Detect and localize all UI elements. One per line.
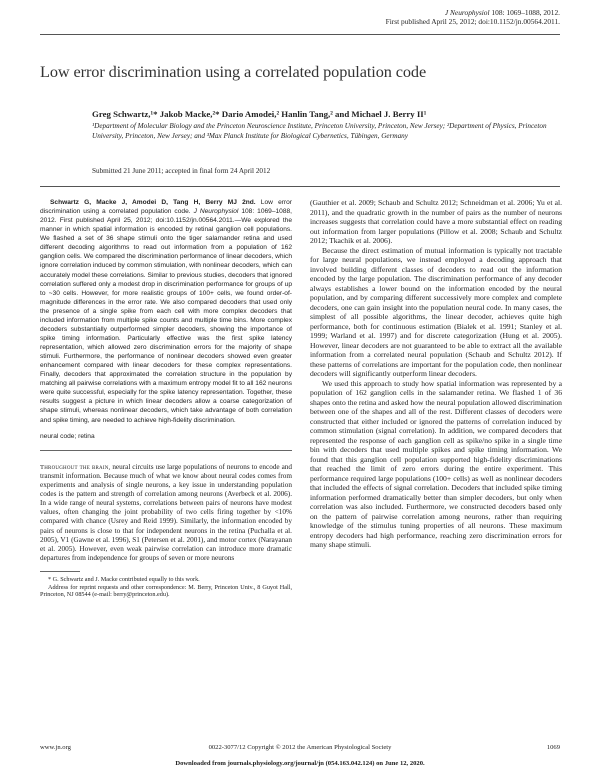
published-line: First published April 25, 2012; doi:10.1152/jn.00564.2011. [385, 17, 560, 26]
abstract [40, 198, 292, 425]
intro-paragraph-1 [40, 463, 292, 563]
abstract-title: Low error discrimination using a correlated population code. [40, 199, 292, 216]
title-block-rule [40, 186, 560, 187]
footnote-rule [40, 571, 80, 572]
intro-paragraph-1-continued: (Gauthier et al. 2009; Schaub and Schultz 2012; Schneidman et al. 2006; Yu et al. 2011), and the quadratic growth in the number of pairs as the number of neurons increases suggests that correlation could have a more substantial effect on reading out information from larger populations (Pillow et al. 2008; Schaub and Schultz 2012; Tkachik et al. 2006). [310, 198, 562, 245]
left-column [40, 198, 292, 599]
footer-site-link[interactable]: www.jn.org [40, 744, 71, 751]
citation: 108: 1069–1088, 2012. [491, 8, 560, 17]
right-column [310, 198, 562, 550]
footnote-equal-contribution: * G. Schwartz and J. Macke contributed equally to this work. [48, 576, 200, 584]
abstract-separator [40, 450, 292, 451]
intro-paragraph-2: Because the direct estimation of mutual information is typically not tractable for large neural populations, we instead employed a decoding approach that involved building different classes of decoders to read out the information encoded by the large population. The discrimination performance of any decoder always establishes a lower bound on the information encoded by the neural population, and by comparing different successively more complex and complete decoders, one can gain insight into the population neural code. In many cases, the simplest of all possible algorithms, the linear decoder, achieves quite high performance, both for continuous estimation (Bialek et al. 1991; Stanley et al. 1999; Warland et al. 1997) and for discrete categorization (Hung et al. 2005). However, linear decoders are not guaranteed to be able to extract all the available information from a correlated neural population (Schaub and Schultz 2012). If these patterns of correlations are important for the population code, then nonlinear decoders will significantly outperform linear decoders. [310, 245, 562, 378]
footnote-address: Address for reprint requests and other correspondence: M. Berry, Princeton Univ., 8 Guyot Hall, Princeton, NJ 08544 (e-mail: berry@princeton.edu). [40, 583, 292, 599]
footer-page-number: 1069 [546, 744, 560, 751]
journal-header [386, 8, 560, 26]
submission-dates: Submitted 21 June 2011; accepted in final form 24 April 2012 [92, 167, 271, 175]
abstract-text: 108: 1069–1088, 2012. First published April 25, 2012; doi:10.1152/jn.00564.2011.—We explored the manner in which spatial information is encoded by retinal ganglion cell populations. We flashed a set of 36 shape stimuli onto the tiger salamander retina and used different decoding algorithms to read out information from a population of 162 ganglion cells. We compared the discrimination performance of linear decoders, which ignore correlation induced by common stimulation, with nonlinear decoders, which can accurately model these correlations. Similar to previous studies, decoders that ignored correlation suffered only a modest drop in discrimination performance for groups of up to ~30 cells. However, for more realistic groups of 100+ cells, we found order-of-magnitude differences in the error rate. We also compared decoders that used only the presence of a single spike from each cell with more complex decoders that included information from multiple spike counts and multiple time bins. More complex decoders substantially outperformed simpler decoders, showing the importance of spike timing information. Particularly effective was the first spike latency representation, which allowed zero discrimination errors for the majority of shape stimuli. Furthermore, the performance of nonlinear decoders showed even greater enhancement compared with linear decoders for these complex representations. Finally, decoders that approximated the correlation structure in the population by matching all pairwise correlations with a maximum entropy model fit to all 162 neurons were quite successful, especially for the spike latency representation. Together, these results suggest a picture in which linear decoders allow a coarse categorization of shape stimuli, whereas nonlinear decoders, which take advantage of both correlation and spike timing, are needed to achieve high-fidelity discrimination. [40, 208, 292, 424]
intro-paragraph-3: We used this approach to study how spatial information was represented by a population of 162 ganglion cells in the salamander retina. We flashed 1 of 36 shapes onto the retina and asked how the neural population allowed discrimination between one of the shapes and all of the rest. Different classes of decoders were constructed that either included or ignored the patterns of correlation induced by common stimulation (signal correlation). In addition, we compared decoders that represented the response of each ganglion cell as spike/no spike in a single time bin with decoders that used multiple spikes and spike timing information. We found that this ganglion cell population supported high-fidelity discriminations that reached the limit of zero errors during the entire experiment. This performance required large populations (100+ cells) as well as nonlinear decoders that included the effects of signal correlation. Decoders that included spike timing information performed dramatically better than simpler decoders, but only when correlation was also included. Furthermore, we constructed decoders based only on the pattern of pairwise correlation among neurons, rather than requiring knowledge of the stimulus tuning properties of all neurons. These maximum entropy decoders had high performance, reaching zero discrimination errors for many shape stimuli. [310, 378, 562, 549]
abstract-authors: Schwartz G, Macke J, Amodei D, Tang H, Berry MJ 2nd. [50, 199, 256, 206]
header-rule [40, 34, 560, 35]
paper-title: Low error discrimination using a correlated population code [40, 62, 427, 81]
download-notice: Downloaded from journals.physiology.org/journal/jn (054.163.042.124) on June 12, 2020. [175, 760, 425, 767]
footer-copyright: 0022-3077/12 Copyright © 2012 the American Physiological Society [208, 744, 392, 751]
intro-para1-text: neural circuits use large populations of neurons to encode and transmit information. Because much of what we know about neural codes comes from experiments and analysis of single neurons, a key issue in understanding population codes is the pattern and strength of correlation among neurons (Averbeck et al. 2006). In a wide range of neural systems, correlations between pairs of neurons have modest values, often changing the joint probability of two cells firing together by <10% compared with chance (Usrey and Reid 1999). Similarly, the information encoded by pairs of neurons is close to that for independent neurons in the retina (Puchalla et al. 2005), V1 (Gawne et al. 1996), S1 (Petersen et al. 2001), and motor cortex (Narayanan et al. 2005). However, even weak pairwise correlation can introduce more dramatic departures from independence for groups of seven or more neurons [40, 462, 292, 562]
abstract-journal: J Neurophysiol [193, 208, 239, 216]
affiliations: ¹Department of Molecular Biology and the Princeton Neuroscience Institute, Princeton University, Princeton, New Jersey; ²Department of Physics, Princeton University, Princeton, New Jersey; and ³Max Planck Institute for Biological Cybernetics, Tübingen, Germany [92, 122, 547, 140]
intro-lead: Throughout the brain, [40, 463, 111, 471]
author-list: Greg Schwartz,¹* Jakob Macke,²* Dario Amodei,² Hanlin Tang,² and Michael J. Berry II¹ [92, 109, 427, 119]
journal-name: J Neurophysiol [444, 8, 490, 17]
footnotes [40, 576, 292, 599]
keywords: neural code; retina [40, 432, 95, 440]
